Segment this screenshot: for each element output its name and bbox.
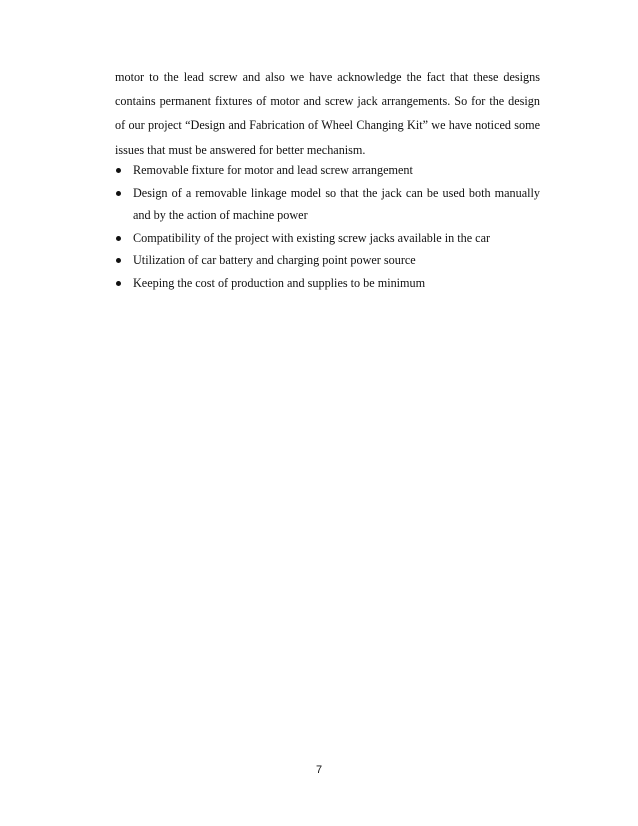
issues-bullet-list: [115, 159, 540, 294]
bullet-item: Design of a removable linkage model so that the jack can be used both manually and by the action of machine power: [115, 182, 540, 227]
bullet-item: Compatibility of the project with existing screw jacks available in the car: [115, 227, 540, 250]
body-paragraph: motor to the lead screw and also we have acknowledge the fact that these designs contains permanent fixtures of motor and screw jack arrangements. So for the design of our project “Design and Fabrication of Wheel Changing Kit” we have noticed some issues that must be answered for better mechanism.: [115, 70, 540, 157]
bullet-item: Utilization of car battery and charging point power source: [115, 249, 540, 272]
bullet-item: Removable fixture for motor and lead screw arrangement: [115, 159, 540, 182]
page-number: 7: [315, 764, 323, 776]
bullet-item: Keeping the cost of production and supplies to be minimum: [115, 272, 540, 295]
